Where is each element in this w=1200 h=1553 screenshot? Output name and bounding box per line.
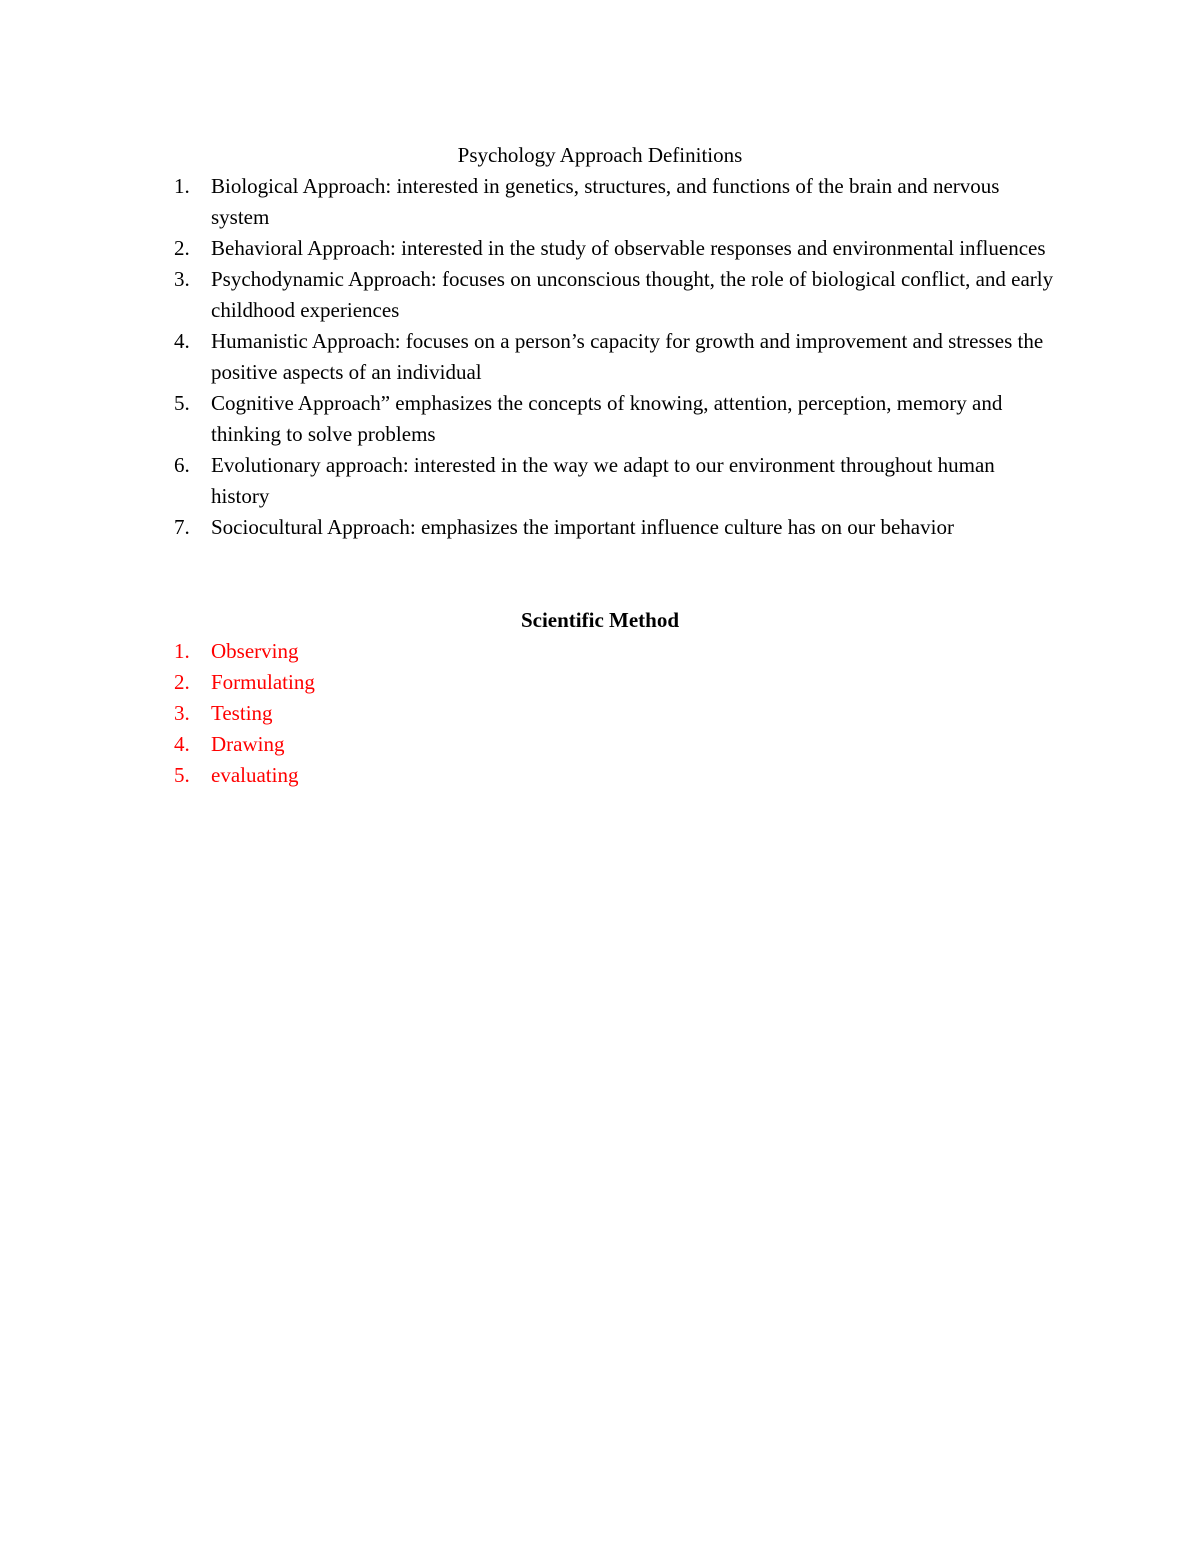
list-item xyxy=(174,388,1054,450)
section-title-approaches: Psychology Approach Definitions xyxy=(457,143,743,167)
list-number: 3. xyxy=(174,701,190,725)
section-spacer xyxy=(174,543,1054,605)
list-item xyxy=(174,636,1054,667)
list-item xyxy=(174,698,1054,729)
list-number: 7. xyxy=(174,515,190,539)
list-item xyxy=(174,760,1054,791)
list-item xyxy=(174,729,1054,760)
list-item-text: Drawing xyxy=(211,732,285,756)
approach-list xyxy=(174,171,1054,543)
list-item-text: Humanistic Approach: focuses on a person’s capacity for growth and improvement and stresses the positive aspects of an individual xyxy=(211,329,1044,384)
list-number: 2. xyxy=(174,236,190,260)
list-number: 5. xyxy=(174,763,190,787)
list-number: 2. xyxy=(174,670,190,694)
list-number: 4. xyxy=(174,329,190,353)
list-item xyxy=(174,450,1054,512)
list-item xyxy=(174,171,1054,233)
list-item-text: Formulating xyxy=(211,670,315,694)
list-item-text: Testing xyxy=(211,701,273,725)
list-item xyxy=(174,326,1054,388)
list-item xyxy=(174,667,1054,698)
list-number: 5. xyxy=(174,391,190,415)
list-item-text: Behavioral Approach: interested in the study of observable responses and environmental influences xyxy=(211,236,1046,260)
list-item-text: Observing xyxy=(211,639,299,663)
list-item-text: Biological Approach: interested in genetics, structures, and functions of the brain and nervous system xyxy=(211,174,1000,229)
list-number: 6. xyxy=(174,453,190,477)
list-item xyxy=(174,233,1054,264)
list-item-text: Psychodynamic Approach: focuses on unconscious thought, the role of biological conflict, and early childhood experiences xyxy=(211,267,1054,322)
list-number: 1. xyxy=(174,639,190,663)
list-item-text: Sociocultural Approach: emphasizes the important influence culture has on our behavior xyxy=(211,515,954,539)
list-number: 3. xyxy=(174,267,190,291)
list-item xyxy=(174,264,1054,326)
document-body xyxy=(174,140,1054,791)
list-item-text: Cognitive Approach” emphasizes the concepts of knowing, attention, perception, memory and thinking to solve problems xyxy=(211,391,1003,446)
list-item-text: evaluating xyxy=(211,763,299,787)
scientific-method-list xyxy=(174,636,1054,791)
section-title-scientific-method: Scientific Method xyxy=(520,608,680,632)
list-number: 1. xyxy=(174,174,190,198)
list-number: 4. xyxy=(174,732,190,756)
list-item-text: Evolutionary approach: interested in the way we adapt to our environment throughout human history xyxy=(211,453,995,508)
list-item xyxy=(174,512,1054,543)
